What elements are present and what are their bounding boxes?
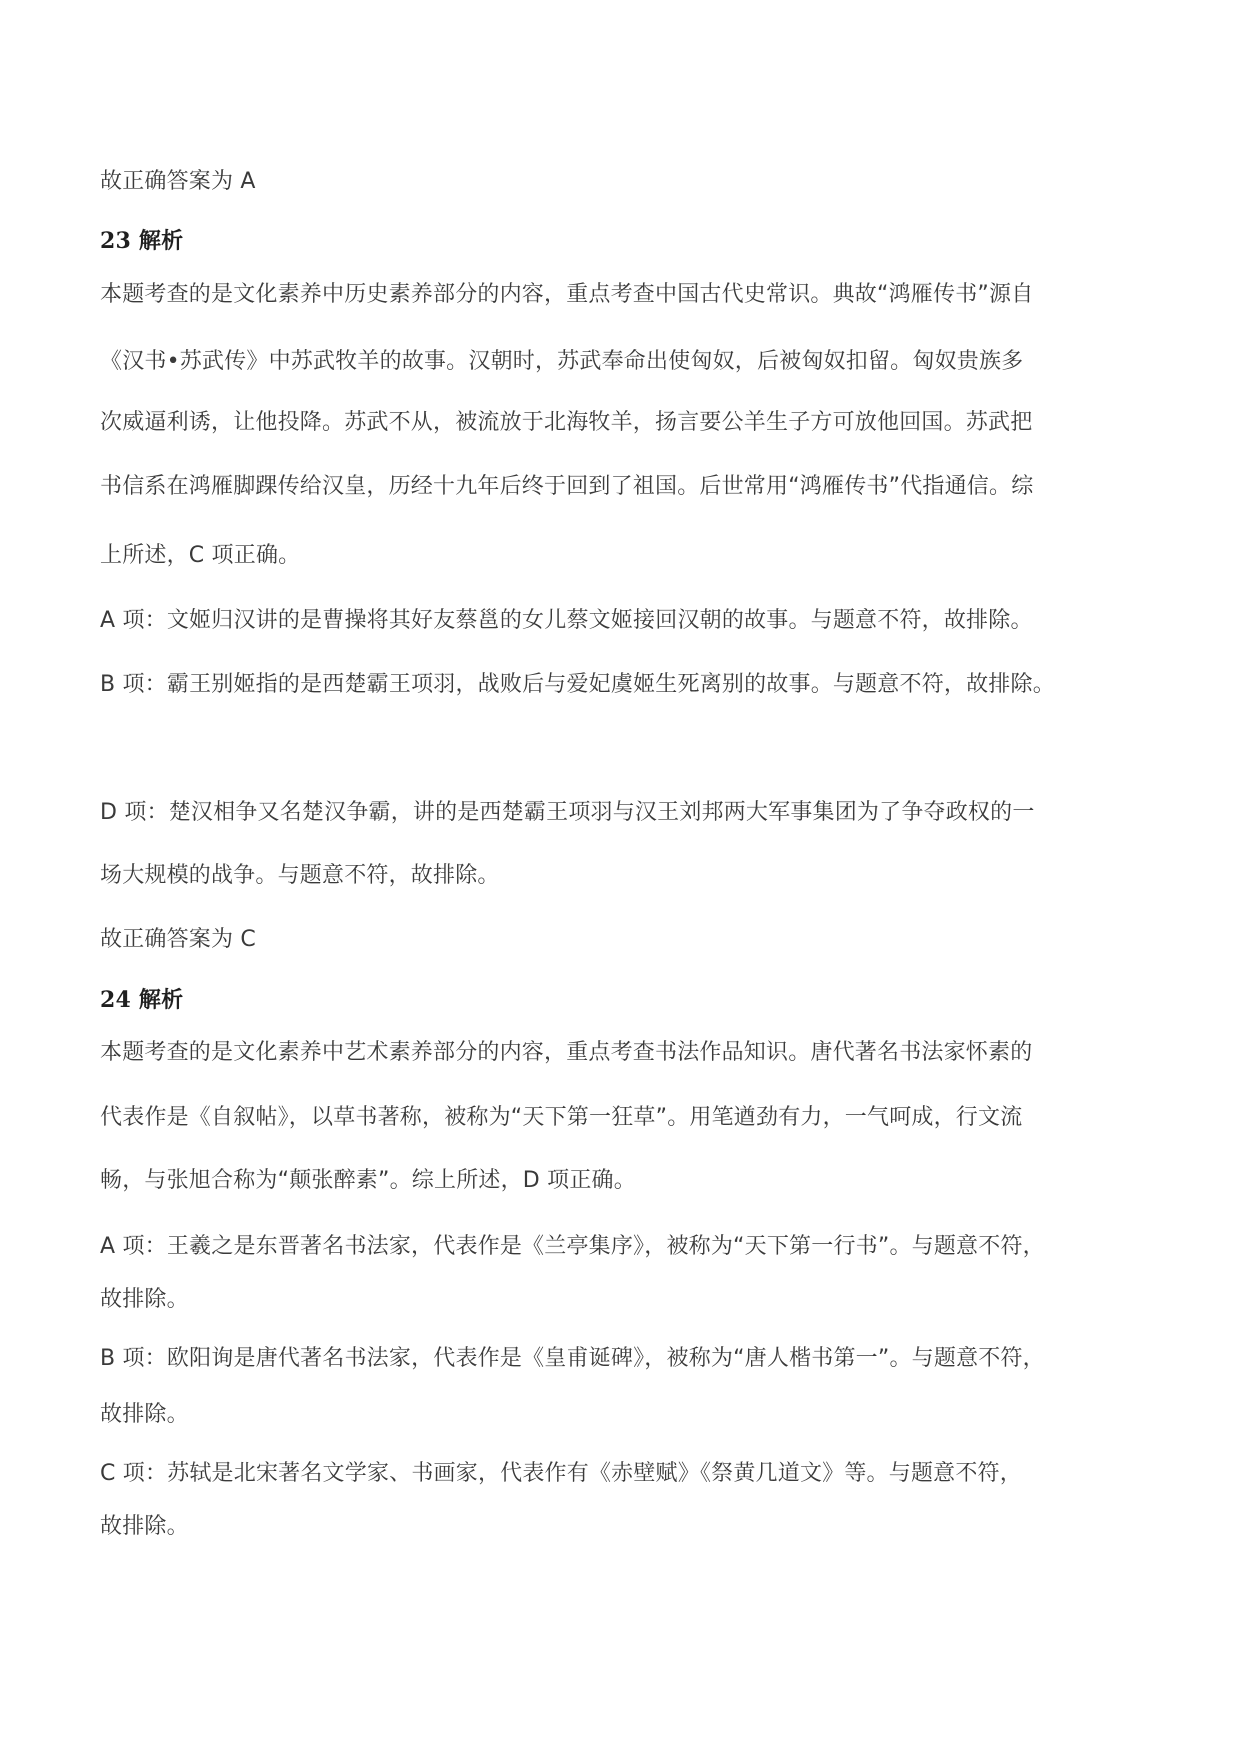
paragraph-line: 本题考查的是文化素养中艺术素养部分的内容，重点考查书法作品知识。唐代著名书法家怀素的 — [100, 1040, 1033, 1065]
paragraph-line: 上所述，C 项正确。 — [100, 543, 301, 568]
option-line-a: A 项：王羲之是东晋著名书法家，代表作是《兰亭集序》，被称为“天下第一行书”。与题意不符， — [100, 1234, 1045, 1259]
paragraph-line: 畅，与张旭合称为“颠张醉素”。综上所述，D 项正确。 — [100, 1168, 636, 1193]
option-line-b-cont: 故排除。 — [100, 1402, 189, 1427]
paragraph-line: 代表作是《自叙帖》，以草书著称，被称为“天下第一狂草”。用笔遒劲有力，一气呵成，行文流 — [100, 1105, 1023, 1130]
answer-line-23: 故正确答案为 C — [100, 927, 256, 952]
paragraph-line: 书信系在鸿雁脚踝传给汉皇，历经十九年后终于回到了祖国。后世常用“鸿雁传书”代指通信。综 — [100, 474, 1034, 499]
option-line-d: D 项：楚汉相争又名楚汉争霸，讲的是西楚霸王项羽与汉王刘邦两大军事集团为了争夺政权的一 — [100, 800, 1035, 825]
option-line-d-cont: 场大规模的战争。与题意不符，故排除。 — [100, 863, 500, 888]
option-line-a: A 项：文姬归汉讲的是曹操将其好友蔡邕的女儿蔡文姬接回汉朝的故事。与题意不符，故排除。 — [100, 608, 1033, 633]
option-line-c: C 项：苏轼是北宋著名文学家、书画家，代表作有《赤壁赋》《祭黄几道文》等。与题意不符， — [100, 1461, 1022, 1486]
option-line-c-cont: 故排除。 — [100, 1514, 189, 1539]
option-line-b: B 项：欧阳询是唐代著名书法家，代表作是《皇甫诞碑》，被称为“唐人楷书第一”。与题意不符， — [100, 1346, 1045, 1371]
answer-line-22: 故正确答案为 A — [100, 169, 256, 194]
paragraph-line: 《汉书•苏武传》中苏武牧羊的故事。汉朝时，苏武奉命出使匈奴，后被匈奴扣留。匈奴贵族多 — [100, 349, 1024, 374]
paragraph-line: 本题考查的是文化素养中历史素养部分的内容，重点考查中国古代史常识。典故“鸿雁传书”源自 — [100, 282, 1034, 307]
option-line-a-cont: 故排除。 — [100, 1287, 189, 1312]
option-line-b: B 项：霸王别姬指的是西楚霸王项羽，战败后与爱妃虞姬生死离别的故事。与题意不符，故排除。 — [100, 672, 1055, 697]
section-heading-24: 24 解析 — [100, 987, 184, 1013]
paragraph-line: 次威逼利诱，让他投降。苏武不从，被流放于北海牧羊，扬言要公羊生子方可放他回国。苏武把 — [100, 410, 1033, 435]
section-heading-23: 23 解析 — [100, 228, 184, 254]
